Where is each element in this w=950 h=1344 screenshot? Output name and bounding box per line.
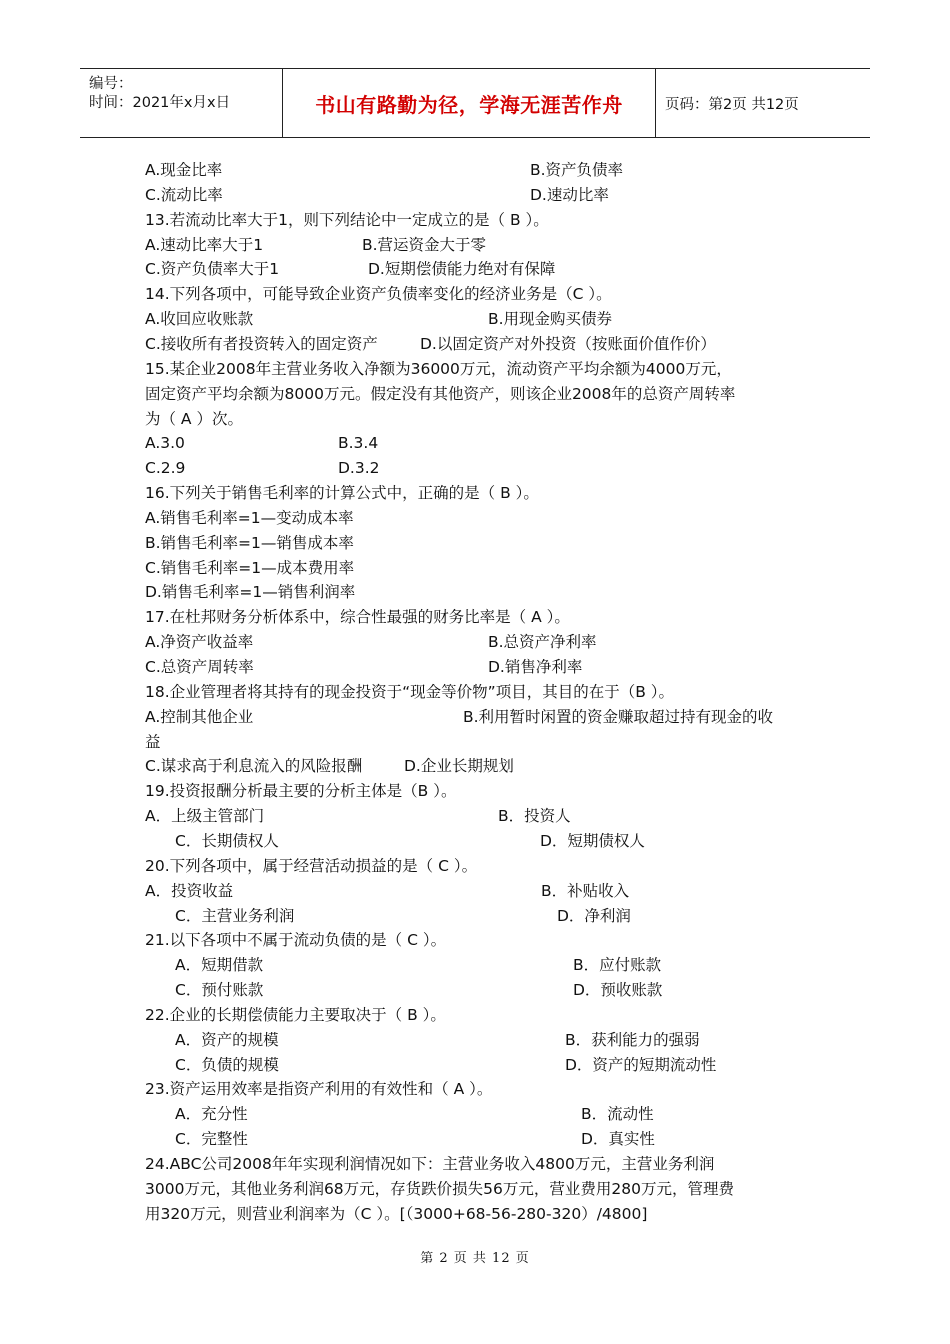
- option-text: B.利用暂时闲置的资金赚取超过持有现金的收: [463, 707, 774, 726]
- motto: 书山有路勤为径，学海无涯苦作舟: [315, 92, 623, 117]
- option-text: B.总资产净利率: [488, 633, 597, 652]
- line-text: A.销售毛利率=1—变动成本率: [145, 508, 354, 527]
- header-meta-cell: [80, 69, 283, 137]
- line-text: 益: [145, 732, 161, 751]
- line-text: 15.某企业2008年主营业务收入净额为36000万元，流动资产平均余额为4000万元，: [145, 359, 732, 378]
- line-text: B.销售毛利率=1—销售成本率: [145, 533, 354, 552]
- line-text: A.净资产收益率: [145, 633, 254, 652]
- option-text: D．预收账款: [573, 981, 663, 1000]
- option-text: D.销售净利率: [488, 658, 583, 676]
- option-text: D.以固定资产对外投资（按账面价值作价）: [420, 334, 716, 353]
- line-text: C．主营业务利润: [175, 906, 295, 925]
- line-text: A.收回应收账款: [145, 310, 254, 329]
- line-text: A．投资收益: [145, 881, 234, 900]
- line-text: 用320万元，则营业利润率为（C ）。[（3000+68-56-280-320）/4800]: [145, 1204, 648, 1223]
- line-text: A．资产的规模: [175, 1030, 279, 1049]
- doc-number-label: 编号：: [89, 76, 133, 92]
- line-text: C.流动比率: [145, 185, 223, 204]
- line-text: A．短期借款: [175, 956, 264, 975]
- option-text: B．流动性: [581, 1105, 654, 1124]
- line-text: C．长期债权人: [175, 831, 279, 850]
- line-text: 18.企业管理者将其持有的现金投资于“现金等价物”项目，其目的在于（B ）。: [145, 682, 675, 701]
- option-text: D．资产的短期流动性: [565, 1055, 717, 1074]
- option-text: D．短期债权人: [540, 831, 645, 850]
- line-text: 17.在杜邦财务分析体系中，综合性最强的财务比率是（ A ）。: [145, 608, 570, 627]
- line-text: A.现金比率: [145, 161, 223, 179]
- line-text: A.速动比率大于1: [145, 235, 264, 254]
- line-text: 20.下列各项中，属于经营活动损益的是（ C ）。: [145, 856, 478, 875]
- line-text: 为（ A ）次。: [145, 409, 243, 428]
- option-text: D．净利润: [557, 906, 631, 925]
- option-text: D．真实性: [581, 1130, 655, 1149]
- option-text: B.营运资金大于零: [362, 235, 487, 254]
- line-text: 16.下列关于销售毛利率的计算公式中，正确的是（ B ）。: [145, 484, 539, 503]
- page-header: [80, 68, 870, 138]
- page-footer: 第 2 页 共 12 页: [420, 1251, 530, 1266]
- line-text: 22.企业的长期偿债能力主要取决于（ B ）。: [145, 1005, 446, 1024]
- line-text: C.谋求高于利息流入的风险报酬: [145, 757, 363, 776]
- option-text: D.速动比率: [530, 185, 609, 204]
- doc-date: 时间：2021年x月x日: [89, 95, 231, 111]
- line-text: C.总资产周转率: [145, 658, 254, 676]
- line-text: A.3.0: [145, 434, 185, 453]
- line-text: 19.投资报酬分析最主要的分析主体是（B ）。: [145, 782, 457, 801]
- line-text: C．预付账款: [175, 981, 264, 1000]
- option-text: B．应付账款: [573, 956, 662, 975]
- line-text: A.控制其他企业: [145, 707, 254, 726]
- line-text: C．完整性: [175, 1130, 248, 1149]
- option-text: B．补贴收入: [541, 881, 630, 900]
- line-text: C.资产负债率大于1: [145, 260, 280, 279]
- line-text: 13.若流动比率大于1，则下列结论中一定成立的是（ B ）。: [145, 210, 549, 229]
- line-text: C.销售毛利率=1—成本费用率: [145, 558, 355, 577]
- line-text: 3000万元，其他业务利润68万元，存货跌价损失56万元，营业费用280万元，管理费: [145, 1179, 734, 1198]
- option-text: D.3.2: [338, 459, 380, 478]
- line-text: 固定资产平均余额为8000万元。假定没有其他资产，则该企业2008年的总资产周转率: [145, 384, 736, 403]
- line-text: 21.以下各项中不属于流动负债的是（ C ）。: [145, 931, 447, 950]
- option-text: B.资产负债率: [530, 161, 624, 179]
- line-text: C．负债的规模: [175, 1055, 279, 1074]
- line-text: C.接收所有者投资转入的固定资产: [145, 334, 378, 353]
- option-text: B.用现金购买债券: [488, 310, 613, 329]
- line-text: 24.ABC公司2008年年实现利润情况如下：主营业务收入4800万元，主营业务利润: [145, 1155, 715, 1173]
- option-text: B．投资人: [498, 807, 571, 826]
- option-text: B．获利能力的强弱: [565, 1030, 700, 1049]
- line-text: A．上级主管部门: [145, 807, 265, 826]
- line-text: C.2.9: [145, 459, 186, 478]
- line-text: D.销售毛利率=1—销售利润率: [145, 583, 356, 602]
- line-text: 14.下列各项中，可能导致企业资产负债率变化的经济业务是（C ）。: [145, 285, 612, 304]
- line-text: 23.资产运用效率是指资产利用的有效性和（ A ）。: [145, 1080, 493, 1099]
- option-text: B.3.4: [338, 434, 379, 453]
- header-page-cell: [656, 69, 870, 137]
- header-motto-cell: [283, 69, 656, 137]
- option-text: D.企业长期规划: [404, 757, 514, 776]
- page-counter: 页码：第2页 共12页: [665, 96, 799, 113]
- option-text: D.短期偿债能力绝对有保障: [368, 260, 556, 279]
- line-text: A．充分性: [175, 1105, 248, 1124]
